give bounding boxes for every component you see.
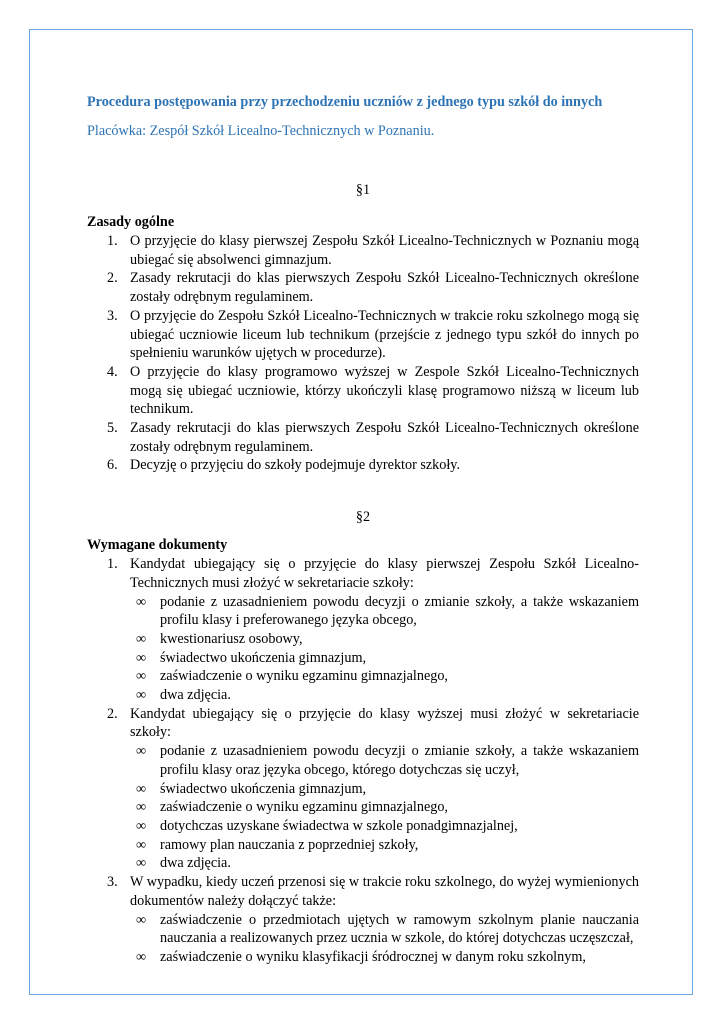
infinity-bullet-icon: ∞ xyxy=(136,799,147,816)
list-item xyxy=(87,555,639,705)
bullet-text: podanie z uzasadnieniem powodu decyzji o zmianie szkoły, a także wskazaniem profilu klasy i preferowanego języka obcego, xyxy=(160,593,639,629)
document-title: Procedura postępowania przy przechodzeniu uczniów z jednego typu szkół do innych xyxy=(87,94,603,110)
list-item xyxy=(87,269,639,306)
list-item xyxy=(87,363,639,419)
infinity-bullet-icon: ∞ xyxy=(136,817,147,834)
bullet-text: zaświadczenie o wyniku egzaminu gimnazjalnego, xyxy=(160,668,448,685)
bullet-item xyxy=(130,686,639,705)
infinity-bullet-icon: ∞ xyxy=(136,687,147,704)
section-1-list xyxy=(87,232,639,475)
item-text: Zasady rekrutacji do klas pierwszych Zespołu Szkół Licealno-Technicznych określone zostały odrębnym regulaminem. xyxy=(130,270,639,306)
bullet-item xyxy=(130,948,639,967)
infinity-bullet-icon: ∞ xyxy=(136,630,147,647)
bullet-item xyxy=(130,836,639,855)
item-number: 1. xyxy=(107,556,118,573)
section-2-heading: Wymagane dokumenty xyxy=(87,537,228,554)
bullet-text: dotychczas uzyskane świadectwa w szkole ponadgimnazjalnej, xyxy=(160,817,518,834)
bullet-text: zaświadczenie o wyniku egzaminu gimnazjalnego, xyxy=(160,799,448,816)
bullet-text: zaświadczenie o wyniku klasyfikacji śródrocznej w danym roku szkolnym, xyxy=(160,948,586,965)
bullet-text: ramowy plan nauczania z poprzedniej szkoły, xyxy=(160,836,419,853)
infinity-bullet-icon: ∞ xyxy=(136,855,147,872)
document-bullet-list xyxy=(130,911,639,967)
item-number: 2. xyxy=(107,705,118,722)
section-2-list xyxy=(87,555,639,966)
infinity-bullet-icon: ∞ xyxy=(136,780,147,797)
item-number: 3. xyxy=(107,307,118,324)
bullet-item xyxy=(130,798,639,817)
bullet-text: podanie z uzasadnieniem powodu decyzji o zmianie szkoły, a także wskazaniem profilu klasy oraz języka obcego, którego dotychczas się uczył, xyxy=(160,743,639,778)
list-item xyxy=(87,232,639,269)
item-number: 6. xyxy=(107,457,118,474)
item-text: Kandydat ubiegający się o przyjęcie do klasy pierwszej Zespołu Szkół Licealno-Technicznych musi złożyć w sekretariacie szkoły: xyxy=(130,556,639,591)
list-item xyxy=(87,456,639,475)
item-number: 3. xyxy=(107,874,118,891)
bullet-item xyxy=(130,780,639,799)
infinity-bullet-icon: ∞ xyxy=(136,836,147,853)
infinity-bullet-icon: ∞ xyxy=(136,668,147,685)
item-number: 4. xyxy=(107,363,118,380)
list-item xyxy=(87,419,639,456)
document-subtitle: Placówka: Zespół Szkół Licealno-Technicznych w Poznaniu. xyxy=(87,123,435,139)
bullet-item xyxy=(130,854,639,873)
infinity-bullet-icon: ∞ xyxy=(136,743,147,760)
item-text: O przyjęcie do klasy pierwszej Zespołu Szkół Licealno-Technicznych w Poznaniu mogą ubiegać się absolwenci gimnazjum. xyxy=(130,233,639,268)
bullet-item xyxy=(130,649,639,668)
list-item xyxy=(87,873,639,967)
section-1-mark: §1 xyxy=(355,182,371,198)
item-number: 5. xyxy=(107,420,118,437)
section-1-heading: Zasady ogólne xyxy=(87,214,175,230)
bullet-text: kwestionariusz osobowy, xyxy=(160,630,303,647)
document-bullet-list xyxy=(130,742,639,873)
list-item xyxy=(87,307,639,363)
item-text: O przyjęcie do Zespołu Szkół Licealno-Technicznych w trakcie roku szkolnego mogą się ubiegać uczniowie liceum lub technikum (przejście z jednego typu szkół do innych po spełnieniu warunków ujętych w procedurze). xyxy=(130,307,639,362)
infinity-bullet-icon: ∞ xyxy=(136,948,147,965)
bullet-text: zaświadczenie o przedmiotach ujętych w ramowym szkolnym planie nauczania nauczania a realizowanych przez ucznia w szkole, do której dotychczas uczęszczał, xyxy=(160,911,639,947)
list-item xyxy=(87,705,639,873)
item-text: O przyjęcie do klasy programowo wyższej w Zespole Szkół Licealno-Technicznych mogą się ubiegać uczniowie, którzy ukończyli klasę programowo niższą w liceum lub technikum. xyxy=(130,363,639,418)
infinity-bullet-icon: ∞ xyxy=(136,593,147,610)
infinity-bullet-icon: ∞ xyxy=(136,911,147,928)
item-number: 1. xyxy=(107,233,118,249)
bullet-item xyxy=(130,593,639,630)
document-content xyxy=(87,92,639,967)
item-text: Kandydat ubiegający się o przyjęcie do klasy wyższej musi złożyć w sekretariacie szkoły: xyxy=(130,705,639,741)
section-2-mark: §2 xyxy=(355,509,371,526)
bullet-text: świadectwo ukończenia gimnazjum, xyxy=(160,780,367,797)
bullet-text: dwa zdjęcia. xyxy=(160,687,231,704)
bullet-text: dwa zdjęcia. xyxy=(160,855,231,872)
infinity-bullet-icon: ∞ xyxy=(136,649,147,666)
bullet-text: świadectwo ukończenia gimnazjum, xyxy=(160,649,367,666)
document-bullet-list xyxy=(130,593,639,705)
bullet-item xyxy=(130,911,639,948)
item-text: Zasady rekrutacji do klas pierwszych Zespołu Szkół Licealno-Technicznych określone zostały odrębnym regulaminem. xyxy=(130,420,639,455)
bullet-item xyxy=(130,630,639,649)
bullet-item xyxy=(130,742,639,779)
item-text: W wypadku, kiedy uczeń przenosi się w trakcie roku szkolnego, do wyżej wymienionych dokumentów należy dołączyć także: xyxy=(130,874,639,909)
bullet-item xyxy=(130,667,639,686)
item-text: Decyzję o przyjęciu do szkoły podejmuje dyrektor szkoły. xyxy=(130,457,461,474)
bullet-item xyxy=(130,817,639,836)
item-number: 2. xyxy=(107,270,118,287)
